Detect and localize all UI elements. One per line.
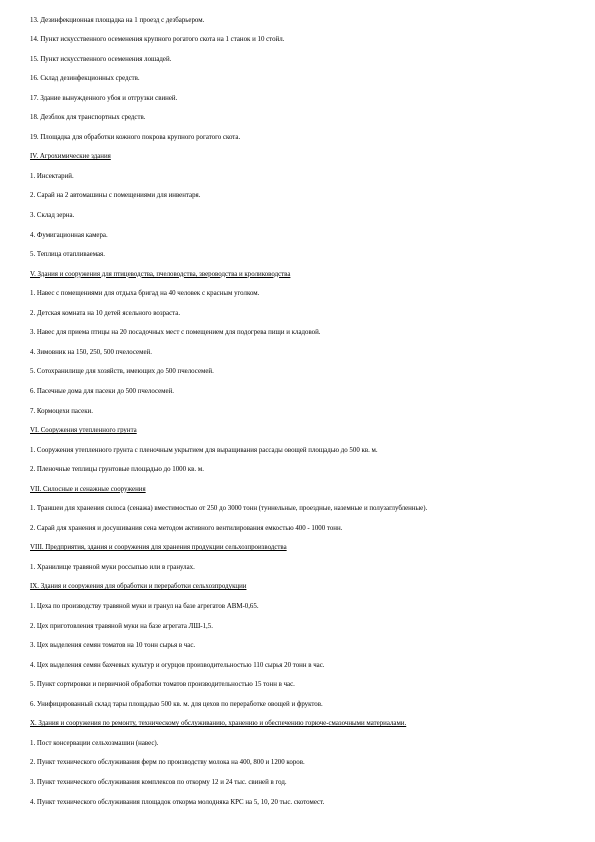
list-item: 2. Сарай на 2 автомашины с помещениями для инвентаря. bbox=[30, 192, 201, 200]
list-item: 5. Теплица отапливаемая. bbox=[30, 251, 105, 259]
list-item: 2. Цех приготовления травяной муки на базе агрегата ЛШ-1,5. bbox=[30, 622, 213, 630]
list-item: 14. Пункт искусственного осеменения крупного рогатого скота на 1 станок и 10 стойл. bbox=[30, 36, 285, 44]
list-item: 4. Фумигационная камера. bbox=[30, 231, 108, 239]
list-item: 13. Дезинфекционная площадка на 1 проезд с дезбарьером. bbox=[30, 16, 205, 24]
list-item: 17. Здание вынужденного убоя и отгрузки свиней. bbox=[30, 94, 178, 102]
section-heading: VIII. Предприятия, здания и сооружения для хранения продукции сельхозпроизводства bbox=[30, 544, 287, 552]
list-item: 3. Навес для приема птицы на 20 посадочных мест с помещением для подогрева пищи и кладовой. bbox=[30, 329, 321, 337]
list-item: 1. Инсектарий. bbox=[30, 172, 74, 180]
list-item: 1. Навес с помещениями для отдыха бригад на 40 человек с красным уголком. bbox=[30, 290, 260, 298]
list-item: 1. Пост консервации сельхозмашин (навес). bbox=[30, 739, 159, 747]
list-item: 1. Сооружения утепленного грунта с пленочным укрытием для выращивания рассады овощей площадью до 500 кв. м. bbox=[30, 446, 378, 454]
list-item: 7. Кормоцехи пасеки. bbox=[30, 407, 93, 415]
list-item: 18. Дезблок для транспортных средств. bbox=[30, 114, 146, 122]
list-item: 3. Склад зерна. bbox=[30, 212, 75, 219]
list-item: 3. Пункт технического обслуживания комплексов по откорму 12 и 24 тыс. свиней в год. bbox=[30, 778, 287, 786]
list-item: 6. Пасечные дома для пасеки до 500 пчелосемей. bbox=[30, 387, 175, 395]
list-item: 1. Цеха по производству травяной муки и гранул на базе агрегатов АВМ-0,65. bbox=[30, 603, 259, 610]
section-heading: IV. Агрохимические здания bbox=[30, 153, 111, 161]
list-item: 4. Цех выделения семян бахчевых культур и огурцов производительностью 110 сырья 20 тонн в час. bbox=[30, 661, 325, 669]
section-heading: IX. Здания и сооружения для обработки и переработки сельхозпродукции bbox=[30, 583, 247, 591]
list-item: 2. Пункт технического обслуживания ферм по производству молока на 400, 800 и 1200 коров. bbox=[30, 759, 305, 767]
list-item: 2. Сарай для хранения и досушивания сена методом активного вентилирования емкостью 400 - 1000 тонн. bbox=[30, 524, 343, 532]
section-heading: X. Здания и сооружения по ремонту, техническому обслуживанию, хранению и обеспечению горюче-смазочными материалами. bbox=[30, 720, 407, 728]
section-heading: VI. Сооружения утепленного грунта bbox=[30, 427, 137, 435]
list-item: 5. Пункт сортировки и первичной обработки томатов производительностью 15 тонн в час. bbox=[30, 681, 295, 689]
list-item: 1. Траншеи для хранения силоса (сенажа) вместимостью от 250 до 3000 тонн (туннельные, проездные, наземные и полузаглубленные). bbox=[30, 505, 428, 513]
list-item: 3. Цех выделения семян томатов на 10 тонн сырья в час. bbox=[30, 642, 196, 650]
list-item: 4. Пункт технического обслуживания площадок откорма молодняка КРС на 5, 10, 20 тыс. скотомест. bbox=[30, 798, 325, 806]
document-page bbox=[30, 0, 570, 842]
list-item: 2. Детская комната на 10 детей ясельного возраста. bbox=[30, 309, 181, 317]
list-item: 15. Пункт искусственного осеменения лошадей. bbox=[30, 55, 172, 63]
list-item: 4. Зимовник на 150, 250, 500 пчелосемей. bbox=[30, 348, 152, 356]
list-item: 6. Унифицированный склад тары площадью 500 кв. м. для цехов по переработке овощей и фруктов. bbox=[30, 700, 323, 708]
list-item: 16. Склад дезинфекционных средств. bbox=[30, 75, 140, 83]
list-item: 5. Сотохранилище для хозяйств, имеющих до 500 пчелосемей. bbox=[30, 368, 214, 376]
section-heading: VII. Силосные и сенажные сооружения bbox=[30, 485, 146, 493]
section-heading: V. Здания и сооружения для птицеводства, пчеловодства, звероводства и кролиководства bbox=[30, 270, 291, 278]
list-item: 1. Хранилище травяной муки россыпью или в гранулах. bbox=[30, 563, 195, 571]
list-item: 19. Площадка для обработки кожного покрова крупного рогатого скота. bbox=[30, 133, 241, 141]
list-item: 2. Пленочные теплицы грунтовые площадью до 1000 кв. м. bbox=[30, 466, 204, 474]
